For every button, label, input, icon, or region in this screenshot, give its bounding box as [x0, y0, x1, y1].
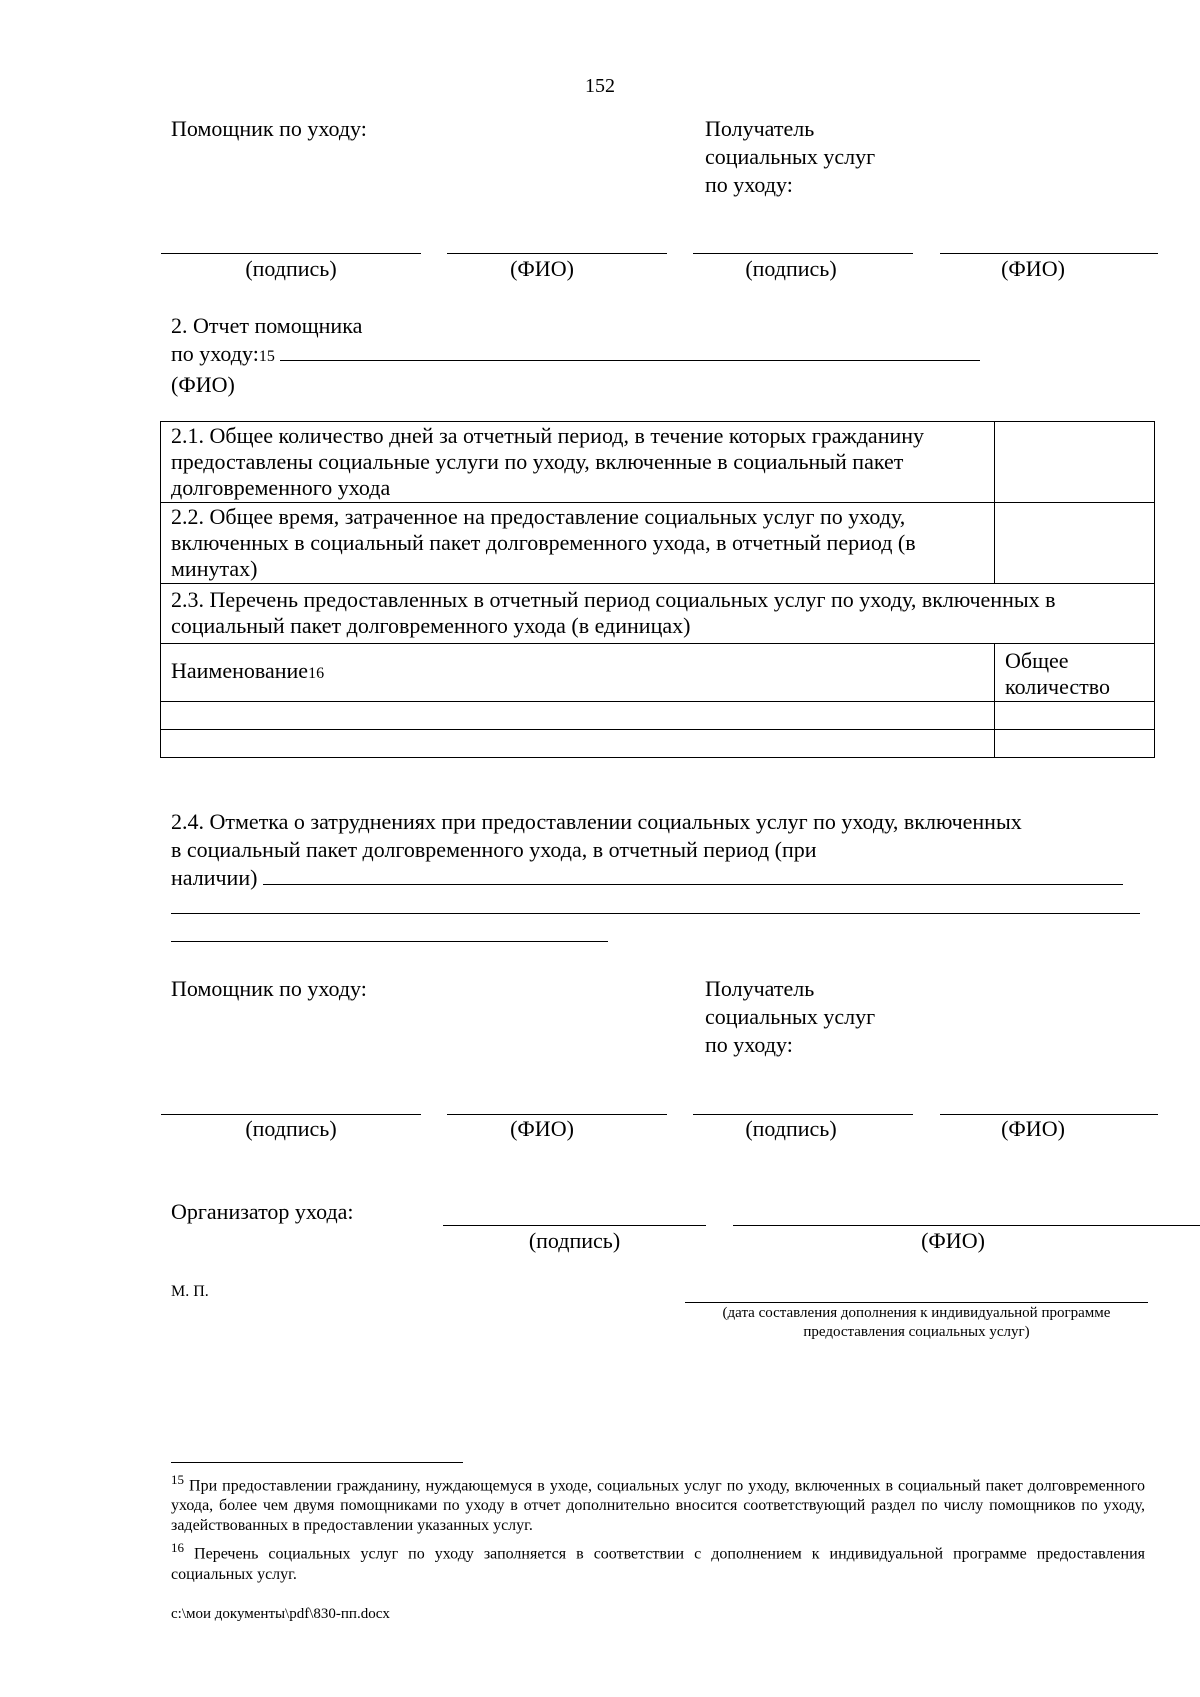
assistant-name-line[interactable]	[447, 1114, 667, 1115]
assistant-name-line[interactable]	[447, 253, 667, 254]
date-line[interactable]	[685, 1302, 1148, 1303]
assistant-label: Помощник по уходу:	[171, 976, 367, 1001]
item-total-cell[interactable]	[995, 730, 1155, 758]
section-2-4-prefix: наличии)	[171, 865, 258, 890]
assistant-signature-line[interactable]	[161, 1114, 421, 1115]
organizer-name-line[interactable]	[733, 1225, 1200, 1226]
footnotes	[171, 1470, 1145, 1585]
recipient-signature-line[interactable]	[693, 253, 913, 254]
row-2-3-text: 2.3. Перечень предоставленных в отчетный период социальных услуг по уходу, включенных в социальный пакет долговременного ухода (в единицах)	[161, 584, 1155, 644]
table-row	[161, 702, 1155, 730]
row-2-1-value[interactable]	[995, 422, 1155, 503]
table-row	[161, 730, 1155, 758]
footnote-text: При предоставлении гражданину, нуждающемуся в уходе, социальных услуг по уходу, включенных в социальный пакет долговременного ухода, более чем двумя помощниками по уходу в отчет дополнительно вносится соответствующий раздел по числу помощников по уходу, задействованных в предоставлении указанных услуг.	[171, 1477, 1146, 1535]
signature-caption: (подпись)	[245, 1116, 337, 1141]
signature-caption: (подпись)	[745, 1116, 837, 1141]
section-2-title: 2. Отчет помощника	[171, 313, 363, 338]
item-name-cell[interactable]	[161, 702, 995, 730]
row-2-2-text: 2.2. Общее время, затраченное на предоставление социальных услуг по уходу, включенных в социальный пакет долговременного ухода, в отчетный период (в минутах)	[161, 503, 995, 584]
table-row	[161, 503, 1155, 584]
footnote-mark: 15	[171, 1472, 184, 1487]
date-caption-line: (дата составления дополнения к индивидуальной программе	[722, 1305, 1111, 1321]
recipient-name-line[interactable]	[940, 1114, 1158, 1115]
organizer-signature-caption: (подпись)	[528, 1228, 621, 1253]
report-table	[160, 421, 1155, 758]
table-row	[161, 584, 1155, 644]
assistant-name-field[interactable]	[280, 342, 980, 361]
row-2-1-text: 2.1. Общее количество дней за отчетный период, в течение которых гражданину предоставлены социальные услуги по уходу, включенные в социальный пакет долговременного ухода	[161, 422, 995, 503]
recipient-label-line: по уходу:	[705, 172, 793, 197]
date-caption-line: предоставления социальных услуг)	[803, 1324, 1030, 1340]
recipient-label	[705, 975, 875, 1059]
name-caption: (ФИО)	[1001, 256, 1065, 281]
footnote-ref: 16	[308, 665, 325, 682]
recipient-label-line: по уходу:	[705, 1032, 793, 1057]
footnote-mark: 16	[171, 1540, 184, 1556]
recipient-signature-line[interactable]	[693, 1114, 913, 1115]
item-total-cell[interactable]	[995, 702, 1155, 730]
difficulties-field-line-2[interactable]	[171, 913, 1140, 914]
page-number: 152	[585, 75, 615, 97]
footnote-ref: 15	[258, 348, 275, 365]
file-path: c:\мои документы\pdf\830-пп.docx	[171, 1606, 390, 1622]
recipient-label-line: Получатель	[705, 116, 815, 141]
item-name-cell[interactable]	[161, 730, 995, 758]
signature-caption: (подпись)	[245, 256, 337, 281]
recipient-label-line: Получатель	[705, 976, 815, 1001]
assistant-signature-line[interactable]	[161, 253, 421, 254]
footnote	[171, 1538, 1145, 1584]
column-name-label: Наименование	[171, 658, 309, 683]
organizer-label: Организатор ухода:	[171, 1199, 354, 1224]
signature-caption: (подпись)	[745, 256, 837, 281]
recipient-label-line: социальных услуг	[705, 144, 876, 169]
name-caption: (ФИО)	[510, 256, 574, 281]
column-total-header: Общее количество	[995, 644, 1155, 702]
table-row	[161, 422, 1155, 503]
assistant-label: Помощник по уходу:	[171, 116, 367, 141]
difficulties-field[interactable]	[263, 866, 1123, 885]
organizer-signature-line[interactable]	[443, 1225, 706, 1226]
section-2-name-caption: (ФИО)	[171, 372, 235, 397]
section-2-prefix: по уходу:	[171, 341, 259, 366]
section-2-4-line	[171, 864, 1161, 892]
footnote-separator	[171, 1462, 463, 1463]
date-caption	[685, 1304, 1148, 1342]
recipient-label	[705, 115, 875, 199]
stamp-place: М. П.	[171, 1283, 209, 1300]
recipient-label-line: социальных услуг	[705, 1004, 876, 1029]
table-header-row	[161, 644, 1155, 702]
section-2-assistant-line	[171, 340, 980, 371]
section-2-4-line: 2.4. Отметка о затруднениях при предоставлении социальных услуг по уходу, включенных	[171, 809, 1022, 834]
row-2-2-value[interactable]	[995, 503, 1155, 584]
name-caption: (ФИО)	[510, 1116, 574, 1141]
footnote-text: Перечень социальных услуг по уходу заполняется в соответствии с дополнением к индивидуальной программе предоставления социальных услуг.	[171, 1545, 1146, 1583]
recipient-name-line[interactable]	[940, 253, 1158, 254]
organizer-name-caption: (ФИО)	[921, 1228, 985, 1253]
footnote	[171, 1470, 1145, 1536]
section-2-4-line: в социальный пакет долговременного ухода, в отчетный период (при	[171, 837, 817, 862]
name-caption: (ФИО)	[1001, 1116, 1065, 1141]
section-2-heading	[171, 312, 980, 399]
column-name-header	[161, 644, 995, 702]
difficulties-field-line-3[interactable]	[171, 941, 608, 942]
section-2-4	[171, 808, 1161, 892]
